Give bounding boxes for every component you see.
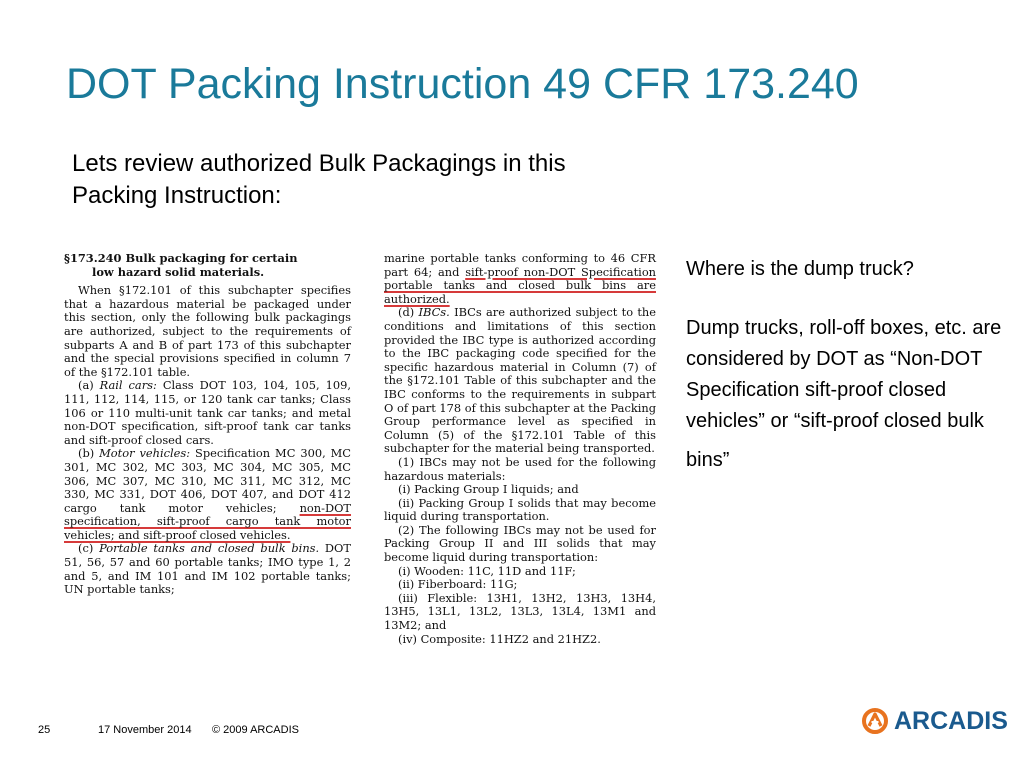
regulation-intro-paragraph: When §172.101 of this subchapter specifies that a hazardous material be packaged under this section, only the following bulk packagings are authorized, subject to the requirements of subparts A and B of part 173 of this subchapter and the special provisions specified in column 7 of the §172.101 table.: [64, 283, 351, 379]
rail-cars-label: (a): [78, 378, 94, 393]
slide-title: DOT Packing Instruction 49 CFR 173.240: [66, 60, 859, 108]
ibcs-item-1: (1) IBCs may not be used for the following hazardous materials:: [384, 454, 656, 483]
portable-tanks-text: DOT 51, 56, 57 and 60 portable tanks; IMO type 1, 2 and 5, and IM 101 and IM 102 portable tanks; UN portable tanks;: [64, 541, 351, 597]
regulation-heading: [64, 252, 351, 279]
regulation-column-right: [384, 252, 656, 646]
ibcs-item-2-iv: (iv) Composite: 11HZ2 and 21HZ2.: [398, 631, 601, 646]
side-answer-end: bins”: [686, 449, 730, 471]
regulation-heading-line-1: §173.240 Bulk packaging for certain: [64, 251, 298, 265]
side-question: Where is the dump truck?: [686, 258, 914, 280]
ibcs-label: (d): [398, 305, 415, 320]
ibcs-item-1-ii: (ii) Packing Group I solids that may become liquid during transportation.: [384, 495, 656, 524]
portable-tanks-title: Portable tanks and closed bulk bins.: [99, 541, 320, 556]
ibcs-item-1-i: (i) Packing Group I liquids; and: [398, 482, 579, 497]
page-number: 25: [38, 724, 51, 736]
footer-copyright: © 2009 ARCADIS: [212, 724, 299, 736]
motor-vehicles-text: Specification MC 300, MC 301, MC 302, MC 303, MC 304, MC 305, MC 306, MC 307, MC 310, MC 311, MC 312, MC 330, MC 331, DOT 406, DOT 407, and DOT 412 cargo tank motor vehicles;: [64, 446, 352, 515]
ibcs-item-2-i: (i) Wooden: 11C, 11D and 11F;: [398, 563, 576, 578]
rail-cars-paragraph: [64, 379, 351, 447]
motor-vehicles-paragraph: [64, 447, 351, 542]
side-answer: [686, 313, 1006, 476]
rail-cars-text: Class DOT 103, 104, 105, 109, 111, 112, 114, 115, or 120 tank car tanks; Class 106 or 110 multi-unit tank car tanks; and metal non-DOT specification, sift-proof tank car tanks and sift-proof closed cars.: [64, 378, 351, 447]
ibcs-item-2-ii: (ii) Fiberboard: 11G;: [398, 577, 518, 592]
portable-tanks-label: (c): [78, 541, 94, 556]
ibcs-item-2: (2) The following IBCs may not be used for Packing Group II and III solids that may become liquid during transportation:: [384, 522, 656, 565]
portable-tanks-highlight: sift-proof non-DOT Specification portable tanks and closed bulk bins are authorized.: [384, 264, 657, 306]
ibcs-title: IBCs.: [418, 305, 450, 320]
arcadis-logo: [862, 706, 1008, 736]
portable-tanks-continued: [384, 252, 656, 306]
motor-vehicles-highlight: non-DOT specification, sift-proof cargo tank motor vehicles; and sift-proof closed vehicles.: [64, 500, 352, 542]
arcadis-logo-icon: [862, 708, 888, 734]
ibcs-item-2-iii: (iii) Flexible: 13H1, 13H2, 13H3, 13H4, 13H5, 13L1, 13L2, 13L3, 13L4, 13M1 and 13M2; and: [384, 590, 656, 633]
intro-line-1: Lets review authorized Bulk Packagings in this: [72, 150, 566, 177]
intro-text: [72, 148, 682, 212]
motor-vehicles-title: Motor vehicles:: [99, 446, 191, 461]
ibcs-text: IBCs are authorized subject to the conditions and limitations of this section provided the IBC type is authorized according to the IBC packaging code specified for the specific hazardous material in Column (7) of the §172.101 Table of this subchapter and the IBC conforms to the requirements in subpart O of part 178 of this subchapter at the Packing Group performance level as specified in Column (5) of the §172.101 Table of this subchapter for the material being transported.: [384, 305, 657, 456]
portable-tanks-continued-text: marine portable tanks conforming to 46 CFR part 64; and: [384, 251, 656, 279]
motor-vehicles-label: (b): [78, 446, 95, 461]
regulation-heading-line-2: low hazard solid materials.: [92, 264, 265, 279]
side-note: [686, 254, 1006, 476]
intro-line-2: Packing Instruction:: [72, 182, 282, 209]
rail-cars-title: Rail cars:: [99, 378, 157, 393]
footer-date: 17 November 2014: [98, 724, 192, 736]
regulation-column-left: [64, 252, 351, 597]
portable-tanks-paragraph: [64, 542, 351, 596]
side-answer-text: Dump trucks, roll-off boxes, etc. are considered by DOT as “Non-DOT Specification sift-proof closed vehicles” or “sift-proof closed bulk: [686, 317, 1002, 432]
arcadis-logo-text: ARCADIS: [894, 706, 1008, 735]
ibcs-paragraph: [384, 306, 656, 456]
